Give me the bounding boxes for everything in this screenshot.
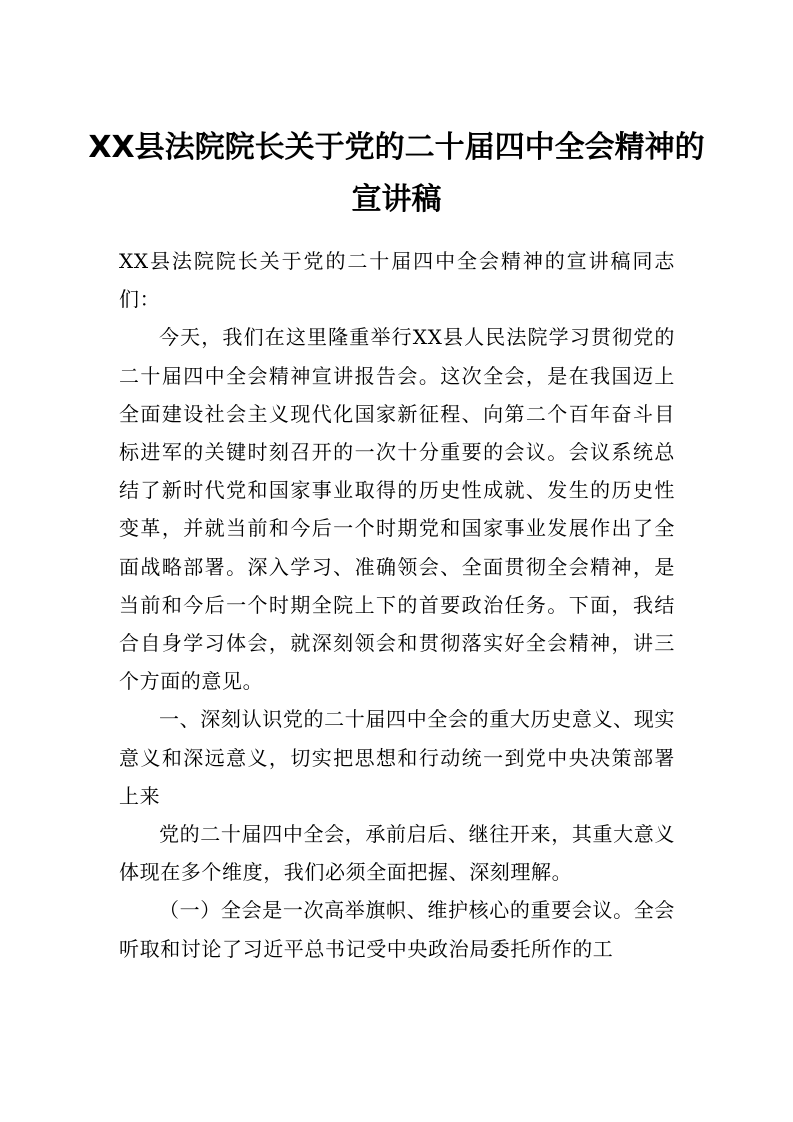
body-paragraph: 党的二十届四中全会，承前启后、继往开来，其重大意义体现在多个维度，我们必须全面把握、深刻理解。 bbox=[119, 822, 675, 885]
body-paragraph-intro: 今天，我们在这里隆重举行XX县人民法院学习贯彻党的二十届四中全会精神宣讲报告会。这次全会，是在我国迈上全面建设社会主义现代化国家新征程、向第二个百年奋斗目标进军的关键时刻召开的一次十分重要的会议。会议系统总结了新时代党和国家事业取得的历史性成就、发生的历史性变革，并就当前和今后一个时期党和国家事业发展作出了全面战略部署。深入学习、准确领会、全面贯彻全会精神，是当前和今后一个时期全院上下的首要政治任务。下面，我结合自身学习体会，就深刻领会和贯彻落实好全会精神，讲三个方面的意见。 bbox=[119, 325, 675, 694]
subsection-paragraph-one: （一）全会是一次高举旗帜、维护核心的重要会议。全会听取和讨论了习近平总书记受中央政治局委托所作的工 bbox=[119, 898, 675, 961]
document-body bbox=[119, 242, 675, 968]
document-title: XX县法院院长关于党的二十届四中全会精神的宣讲稿 bbox=[88, 130, 705, 217]
body-paragraph-salutation: XX县法院院长关于党的二十届四中全会精神的宣讲稿同志们： bbox=[119, 249, 675, 312]
section-heading-one: 一、深刻认识党的二十届四中全会的重大历史意义、现实意义和深远意义，切实把思想和行动统一到党中央决策部署上来 bbox=[119, 707, 675, 808]
